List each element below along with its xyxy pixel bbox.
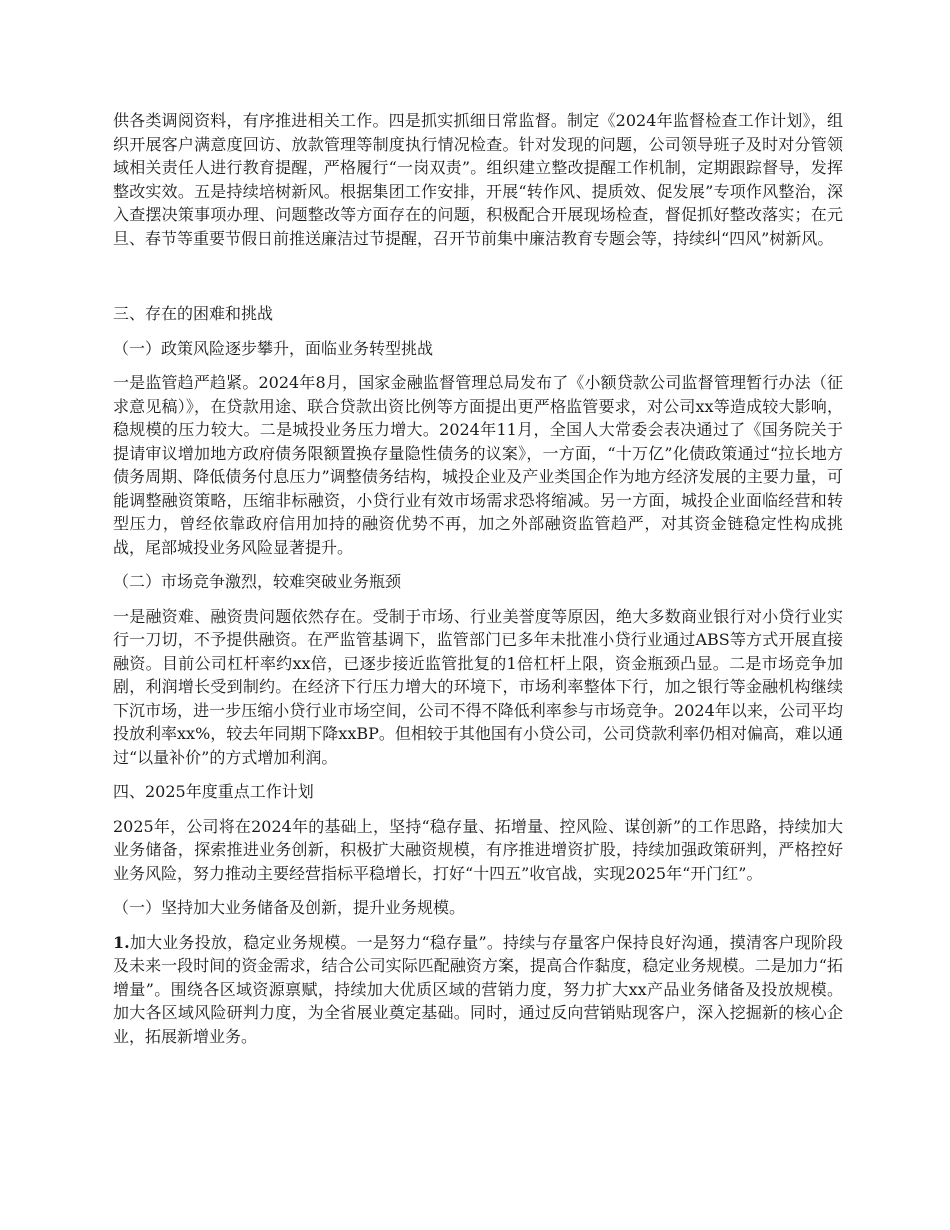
section4-intro-paragraph: 2025年，公司将在2024年的基础上，坚持“稳存量、拓增量、控风险、谋创新”的工作思路，持续加大业务储备，探索推进业务创新，积极扩大融资规模，有序推进增资扩股，持续加强政策研判，严格控好业务风险，努力推动主要经营指标平稳增长，打好“十四五”收官战，实现2025年“开门红”。 — [113, 816, 843, 883]
section4-heading: 四、2025年度重点工作计划 — [113, 782, 314, 801]
item1-text: 加大业务投放，稳定业务规模。一是努力“稳存量”。持续与存量客户保持良好沟通，摸清客户现阶段及未来一段时间的资金需求，结合公司实际匹配融资方案，提高合作黏度，稳定业务规模。二是加力“拓增量”。围绕各区域资源禀赋，持续加大优质区域的营销力度，努力扩大xx产品业务储备及投放规模。加大各区域风险研判力度，为全省展业奠定基础。同时，通过反向营销贴现客户，深入挖掘新的核心企业，拓展新增业务。 — [113, 932, 843, 1046]
section3-sub1-heading: （一）政策风险逐步攀升，面临业务转型挑战 — [113, 338, 434, 358]
section3-sub2-heading: （二）市场竞争激烈，较难突破业务瓶颈 — [113, 572, 402, 591]
section3-sub1-paragraph: 一是监管趋严趋紧。2024年8月，国家金融监督管理总局发布了《小额贷款公司监督管理暂行办法（征求意见稿）》，在贷款用途、联合贷款出资比例等方面提出更严格监管要求，对公司xx等造成较大影响，稳规模的压力较大。二是城投业务压力增大。2024年11月，全国人大常委会表决通过了《国务院关于提请审议增加地方政府债务限额置换存量隐性债务的议案》，一方面，“十万亿”化债政策通过“拉长地方债务周期、降低债务付息压力”调整债务结构，城投企业及产业类国企作为地方经济发展的主要力量，可能调整融资策略，压缩非标融资，小贷行业有效市场需求恐将缩减。另一方面，城投企业面临经营和转型压力，曾经依靠政府信用加持的融资优势不再，加之外部融资监管趋严，对其资金链稳定性构成挑战，尾部城投业务风险显著提升。 — [113, 373, 843, 557]
section4-sub1-heading: （一）坚持加大业务储备及创新，提升业务规模。 — [113, 898, 466, 917]
section4-item1-paragraph — [113, 931, 843, 1049]
document-page — [113, 109, 843, 1059]
paragraph-supervision: 供各类调阅资料，有序推进相关工作。四是抓实抓细日常监督。制定《2024年监督检查工作计划》，组织开展客户满意度回访、放款管理等制度执行情况检查。针对发现的问题，公司领导班子及时对分管领域相关责任人进行教育提醒，严格履行“一岗双责”。组织建立整改提醒工作机制，定期跟踪督导，发挥整改实效。五是持续培树新风。根据集团工作安排，开展“转作风、提质效、促发展”专项作风整治，深入查摆决策事项办理、问题整改等方面存在的问题，积极配合开展现场检查，督促抓好整改落实；在元旦、春节等重要节假日前推送廉洁过节提醒，召开节前集中廉洁教育专题会等，持续纠“四风”树新风。 — [113, 111, 843, 248]
item-number: 1. — [113, 932, 130, 952]
section3-heading: 三、存在的困难和挑战 — [113, 304, 274, 323]
section3-sub2-paragraph: 一是融资难、融资贵问题依然存在。受制于市场、行业美誉度等原因，绝大多数商业银行对小贷行业实行一刀切，不予提供融资。在严监管基调下，监管部门已多年未批准小贷行业通过ABS等方式开展直接融资。目前公司杠杆率约xx倍，已逐步接近监管批复的1倍杠杆上限，资金瓶颈凸显。二是市场竞争加剧，利润增长受到制约。在经济下行压力增大的环境下，市场利率整体下行，加之银行等金融机构继续下沉市场，进一步压缩小贷行业市场空间，公司不得不降低利率参与市场竞争。2024年以来，公司平均投放利率xx%，较去年同期下降xxBP。但相较于其他国有小贷公司，公司贷款利率仍相对偏高，难以通过“以量补价”的方式增加利润。 — [113, 606, 843, 767]
